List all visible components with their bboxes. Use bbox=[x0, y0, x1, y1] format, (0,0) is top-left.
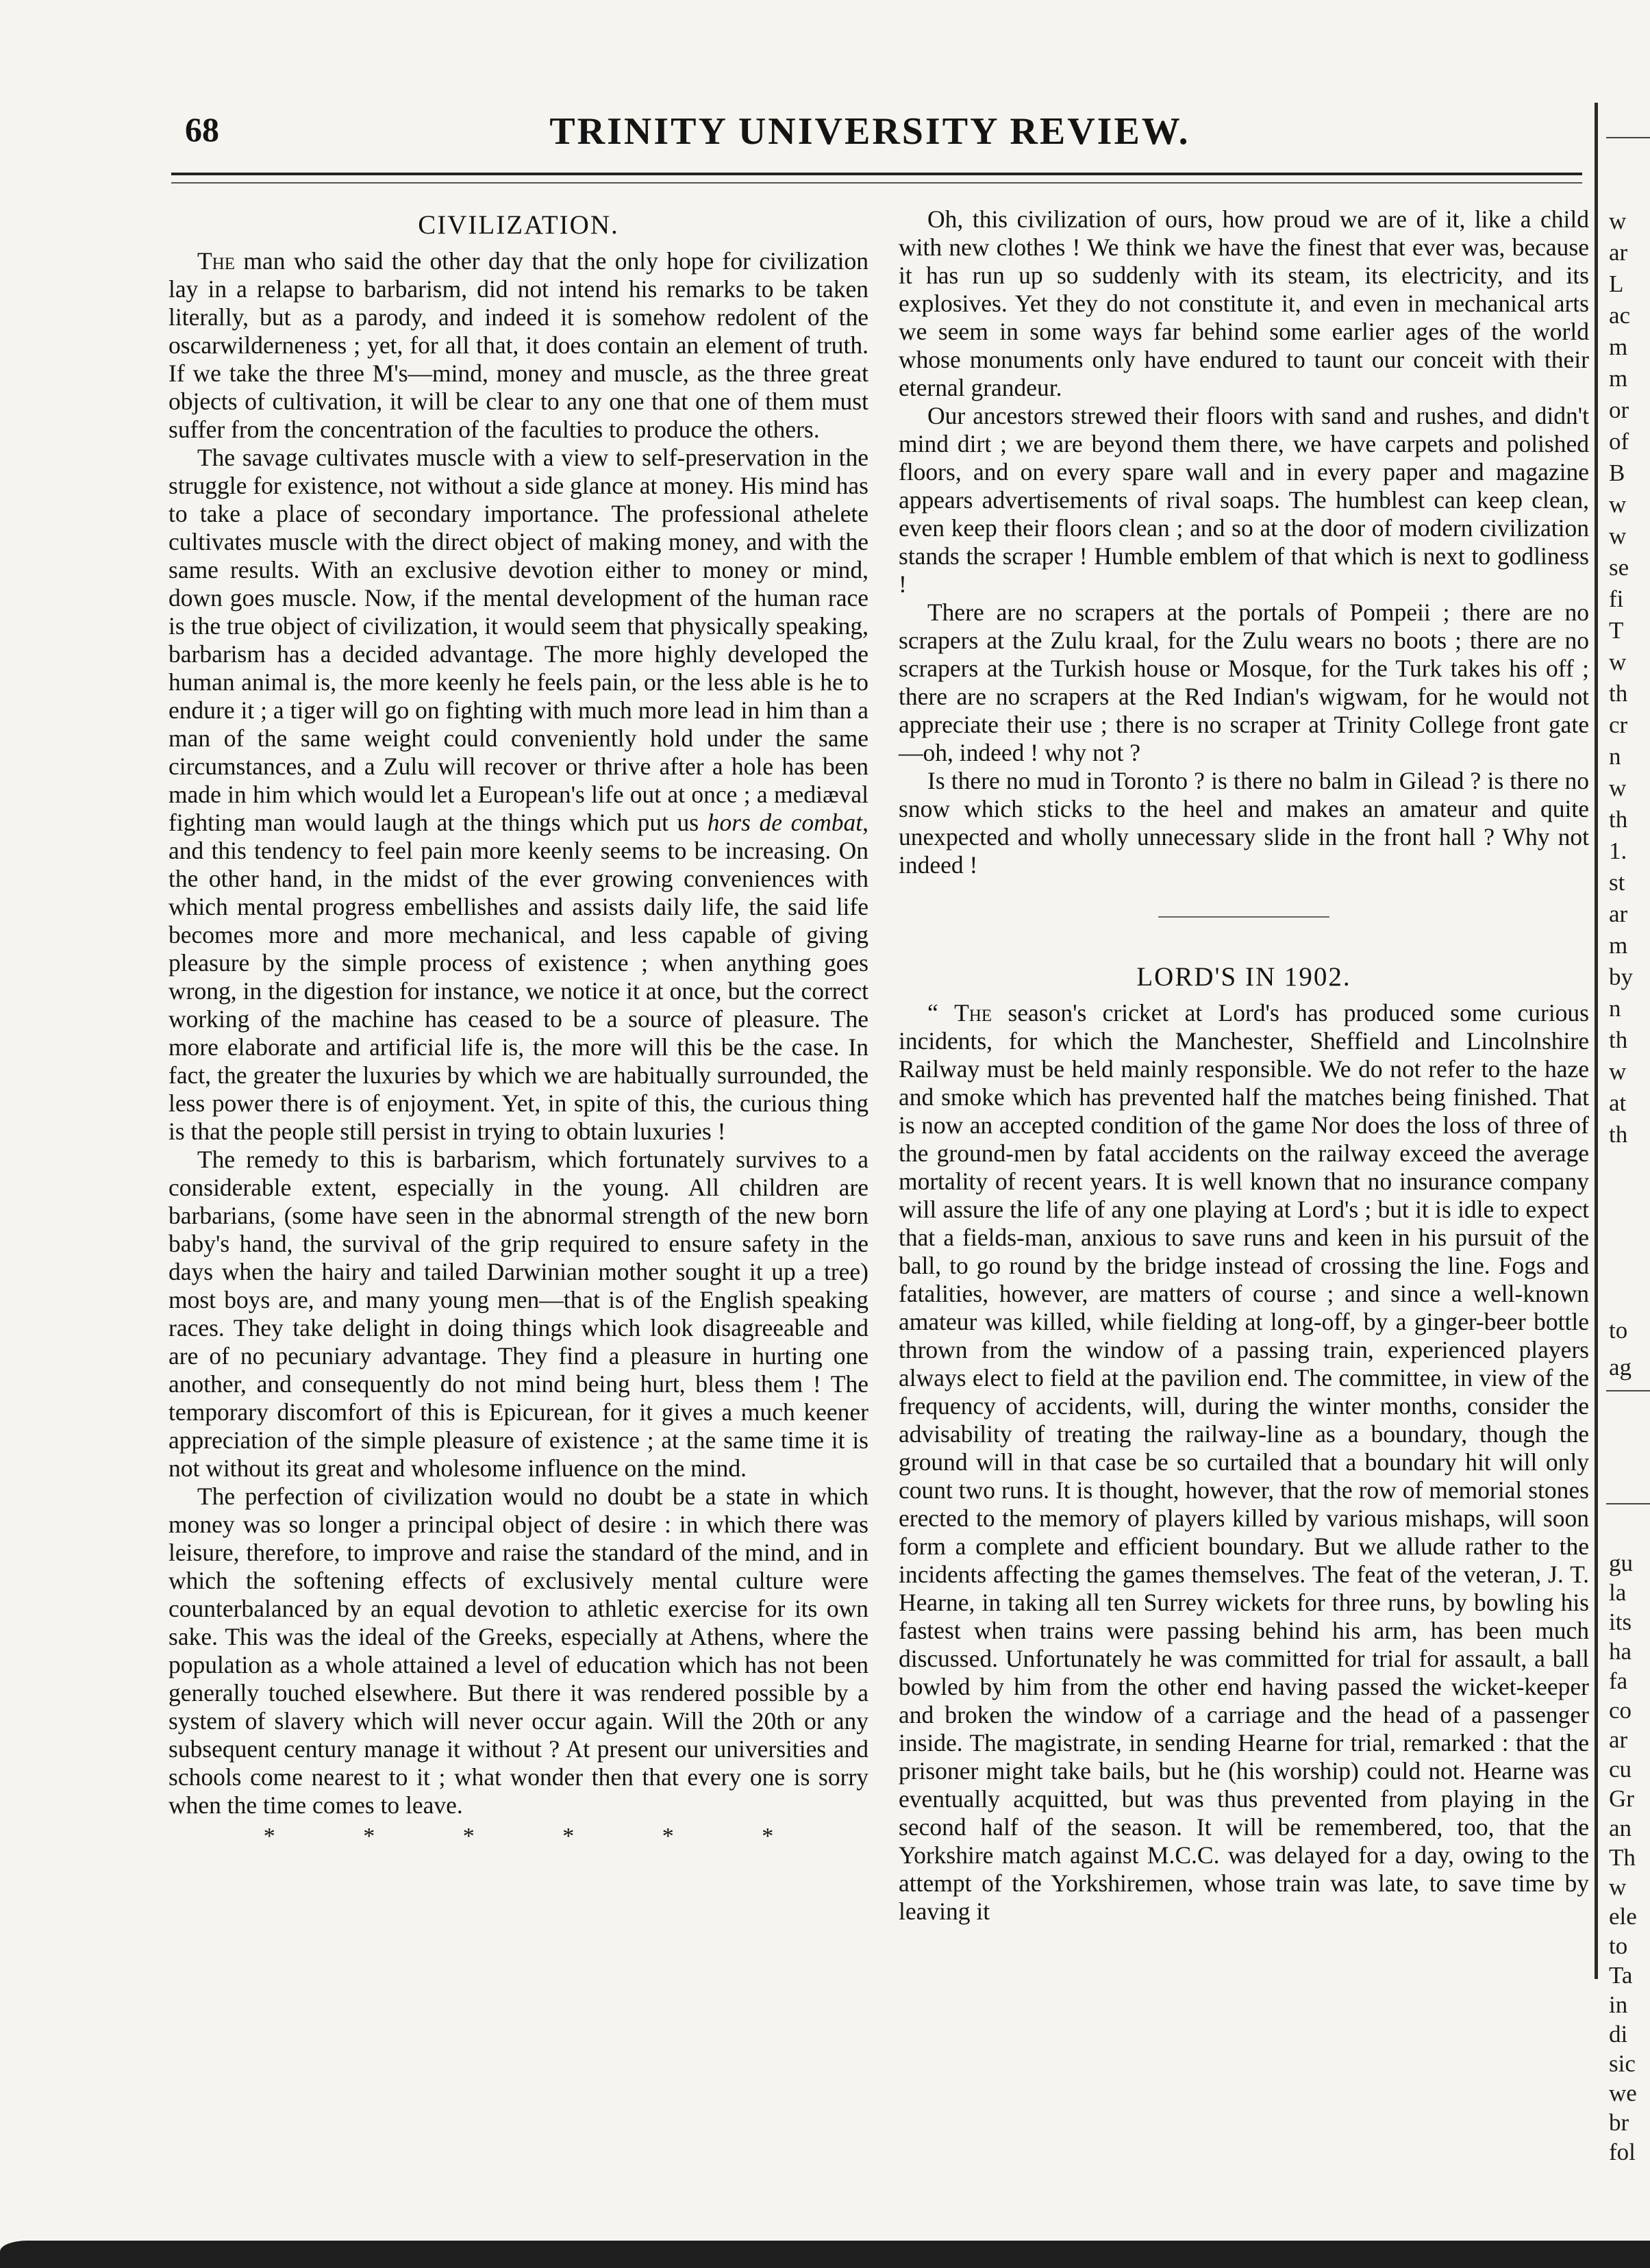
right-column bbox=[899, 205, 1589, 1926]
page-gutter-shadow bbox=[1595, 103, 1598, 1979]
adjacent-page-text: th bbox=[1609, 1026, 1628, 1053]
adjacent-page-text: w bbox=[1609, 522, 1627, 549]
adjacent-page-text: ar bbox=[1609, 900, 1628, 927]
adjacent-page-text: m bbox=[1609, 333, 1628, 360]
paragraph: The remedy to this is barbarism, which fortunately survives to a considerable extent, especially in the young. All children are barbarians, (some have seen in the abnormal strength of the new born baby's hand, the survival of the grip required to ensure safety in the days when the hairy and tailed Darwinian mother sought it up a tree) most boys are, and many young men—that is of the English speaking races. They take delight in doing things which look disagreeable and are of no pecuniary advantage. They find a pleasure in hurting one another, and consequently do not mind being hurt, bless them ! The temporary discomfort of this is Epicurean, for it gives a much keener appreciation of the simple pleasure of existence ; at the same time it is not without its great and wholesome influence on the mind. bbox=[168, 1146, 868, 1482]
adjacent-page-text: ar bbox=[1609, 239, 1628, 266]
adjacent-page-text: th bbox=[1609, 806, 1628, 833]
adjacent-page-text: br bbox=[1609, 2109, 1629, 2136]
open-quote: “ bbox=[927, 999, 955, 1026]
adjacent-page-text: fol bbox=[1609, 2139, 1636, 2165]
lead-word: The bbox=[197, 247, 236, 275]
adjacent-page-text: at bbox=[1609, 1089, 1627, 1116]
adjacent-page-text: st bbox=[1609, 869, 1625, 896]
adjacent-page-text: or bbox=[1609, 396, 1629, 423]
adjacent-page-text: to bbox=[1609, 1317, 1628, 1344]
section-divider bbox=[1158, 916, 1329, 918]
adjacent-page-text: m bbox=[1609, 365, 1628, 392]
paragraph bbox=[899, 999, 1589, 1926]
article-title-civilization: CIVILIZATION. bbox=[418, 210, 619, 240]
adjacent-page-fragment bbox=[1606, 0, 1650, 2268]
adjacent-page-text: ele bbox=[1609, 1903, 1637, 1930]
adjacent-page-text: w bbox=[1609, 491, 1627, 518]
paragraph-text: The savage cultivates muscle with a view to self-preservation in the struggle for existence, not without a side glance at money. His mind has to take a place of secondary importance. The professional athelete cultivates muscle with the direct object of making money, and with the same results. With an exclusive devotion either to money or mind, down goes muscle. Now, if the mental development of the human race is the true object of civilization, it would seem that physically speaking, barbarism has a decided advantage. The more highly developed the human animal is, the more keenly he feels pain, or the less able is he to endure it ; a tiger will go on fighting with much more lead in him than a man of the same weight could conveniently hold under the same circumstances, and a Zulu will recover or thrive after a hole has been made in him which would let a European's life out at once ; a mediæval fighting man would laugh at the things which put us bbox=[168, 444, 868, 836]
paragraph: There are no scrapers at the portals of Pompeii ; there are no scrapers at the Zulu kraal, for the Zulu wears no boots ; there are no scrapers at the Turkish house or Mosque, for the Turk takes his off ; there are no scrapers at the Red Indian's wigwam, for he would not appreciate their use ; there is no scraper at Trinity College front gate —oh, indeed ! why not ? bbox=[899, 598, 1589, 766]
adjacent-page-text: se bbox=[1609, 554, 1629, 581]
adjacent-page-text: ac bbox=[1609, 302, 1631, 329]
paragraph: Is there no mud in Toronto ? is there no balm in Gilead ? is there no snow which sticks to the heel and makes an amateur and quite unexpected and wholly unnecessary slide in the front hall ? Why not indeed ! bbox=[899, 767, 1589, 879]
adjacent-page-text: th bbox=[1609, 680, 1628, 707]
adjacent-page-text: Gr bbox=[1609, 1785, 1634, 1812]
paragraph: Oh, this civilization of ours, how proud we are of it, like a child with new clothes ! We think we have the finest that ever was, because it has run up so suddenly with its steam, its electricity, and its explosives. Yet they do not constitute it, and even in mechanical arts we seem in some ways far behind some earlier ages of the world whose monuments only have endured to taunt our conceit with their eternal grandeur. bbox=[899, 205, 1589, 401]
adjacent-page-text: B bbox=[1609, 459, 1625, 486]
adjacent-page-text: L bbox=[1609, 270, 1624, 297]
adjacent-page-text: n bbox=[1609, 995, 1621, 1022]
adjacent-page-rule bbox=[1606, 1503, 1650, 1504]
paragraph-text: , and this tendency to feel pain more keenly seems to be increasing. On the other hand, in the midst of the ever growing conveniences with which mental progress embellishes and assists daily life, the said life becomes more and more mechanical, and less capable of giving pleasure by the simple process of existence ; when anything goes wrong, in the digestion for instance, we notice it at once, but the correct working of the machine has ceased to be a source of pleasure. The more elaborate and artificial life is, the more will this be the case. In fact, the greater the luxuries by which we are habitually surrounded, the less power there is of enjoyment. Yet, in spite of this, the curious thing is that the people still persist in trying to obtain luxuries ! bbox=[168, 809, 868, 1145]
adjacent-page-text: fa bbox=[1609, 1667, 1628, 1694]
paragraph: Our ancestors strewed their floors with sand and rushes, and didn't mind dirt ; we are beyond them there, we have carpets and polished floors, and on every spare wall and in every paper and magazine appears advertisements of rival soaps. The humblest can keep clean, even keep their floors clean ; and so at the door of modern civilization stands the scraper ! Humble emblem of that which is next to godliness ! bbox=[899, 402, 1589, 598]
adjacent-page-text: Th bbox=[1609, 1844, 1636, 1871]
left-column bbox=[168, 205, 868, 1850]
adjacent-page-text: la bbox=[1609, 1579, 1627, 1606]
adjacent-page-text: di bbox=[1609, 2021, 1628, 2048]
adjacent-page-text: co bbox=[1609, 1697, 1632, 1724]
lead-word: The bbox=[954, 999, 992, 1026]
paragraph bbox=[168, 247, 868, 444]
adjacent-page-text: sic bbox=[1609, 2050, 1636, 2077]
adjacent-page-text: fi bbox=[1609, 585, 1624, 612]
italic-phrase: hors de combat bbox=[707, 809, 863, 836]
paragraph-text: man who said the other day that the only hope for civilization lay in a relapse to barbarism, did not intend his remarks to be taken literally, but as a parody, and indeed it is somehow redolent of the oscarwilderneness ; yet, for all that, it does contain an element of truth. If we take the three M's—mind, money and muscle, as the three great objects of cultivation, it will be clear to any one that one of them must suffer from the concentration of the faculties to produce the others. bbox=[168, 247, 868, 443]
adjacent-page-text: th bbox=[1609, 1121, 1628, 1148]
adjacent-page-text: cu bbox=[1609, 1756, 1632, 1782]
adjacent-page-text: by bbox=[1609, 963, 1633, 990]
paragraph-text: season's cricket at Lord's has produced some curious incidents, for which the Manchester, Sheffield and Lincolnshire Railway must be held mainly responsible. We do not refer to the haze and smoke which has prevented half the matches being finished. That is now an accepted condition of the game Nor does the loss of three of the ground-men by fatal accidents on the railway exceed the average mortality of recent years. It is well known that no insurance company will assure the life of any one playing at Lord's ; but it is idle to expect that a fields-man, anxious to save runs and keen in his pursuit of the ball, to go round by the bridge instead of crossing the line. Fogs and fatalities, however, are matters of course ; and since a well-known amateur was killed, while fielding at long-off, by a ginger-beer bottle thrown from the window of a passing train, experienced players always elect to field at the pavilion end. The committee, in view of the frequency of accidents, will, during the winter months, consider the advisability of treating the railway-line as a boundary, though the ground will in that case be so curtailed that a boundary hit will only count two runs. It is thought, however, that the row of memorial stones erected to the memory of players killed by various mishaps, will soon form a complete and efficient boundary. But we allude rather to the incidents affecting the games themselves. The feat of the veteran, J. T. Hearne, in taking all ten Surrey wickets for three runs, by bowling his fastest when trains were passing behind his arm, has been much discussed. Unfortunately he was committed for trial for assault, a ball bowled by him from the other end having passed the wicket-keeper and broken the window of a carriage and the head of a passenger inside. The magistrate, in sending Hearne for trial, remarked : that the prisoner might take bails, but he (his worship) could not. Hearne was eventually acquitted, but was thus prevented from playing in the second half of the season. It will be remembered, too, that the Yorkshire match against M.C.C. was delayed for a day, owing to the attempt of the Yorkshiremen, whose train was late, to save time by leaving it bbox=[899, 999, 1589, 1925]
page-number: 68 bbox=[185, 110, 219, 149]
adjacent-page-text: ha bbox=[1609, 1638, 1632, 1665]
adjacent-page-text: cr bbox=[1609, 711, 1628, 738]
adjacent-page-text: ag bbox=[1609, 1354, 1632, 1381]
section-break-asterisks: * * * * * * bbox=[263, 1824, 774, 1849]
header-rule bbox=[171, 173, 1582, 184]
adjacent-page-text: its bbox=[1609, 1609, 1632, 1635]
adjacent-page-text: in bbox=[1609, 1991, 1628, 2018]
adjacent-page-text: we bbox=[1609, 2080, 1637, 2106]
scan-edge bbox=[0, 2241, 1650, 2268]
adjacent-page-text: w bbox=[1609, 1874, 1627, 1900]
adjacent-page-rule bbox=[1606, 137, 1650, 138]
adjacent-page-text: m bbox=[1609, 932, 1628, 959]
adjacent-page-rule bbox=[1606, 1390, 1650, 1391]
adjacent-page-text: w bbox=[1609, 774, 1627, 801]
adjacent-page-text: to bbox=[1609, 1932, 1628, 1959]
adjacent-page-text: 1. bbox=[1609, 837, 1627, 864]
adjacent-page-text: Ta bbox=[1609, 1962, 1633, 1989]
adjacent-page-text: n bbox=[1609, 743, 1621, 770]
paragraph bbox=[168, 444, 868, 1146]
article-title-lords: LORD'S IN 1902. bbox=[1136, 962, 1351, 992]
adjacent-page-text: w bbox=[1609, 648, 1627, 675]
page-header bbox=[164, 110, 1575, 164]
adjacent-page-text: gu bbox=[1609, 1550, 1633, 1576]
adjacent-page-text: T bbox=[1609, 617, 1624, 644]
paragraph: The perfection of civilization would no doubt be a state in which money was so longer a principal object of desire : in which there was leisure, therefore, to improve and raise the standard of the mind, and in which the softening effects of exclusively mental culture were counterbalanced by an equal devotion to athletic exercise for its own sake. This was the ideal of the Greeks, especially at Athens, where the population as a whole attained a level of education which has not been generally touched elsewhere. But there it was rendered possible by a system of slavery which will never occur again. Will the 20th or any subsequent century manage it without ? At present our universities and schools come nearest to it ; what wonder then that every one is sorry when the time comes to leave. bbox=[168, 1483, 868, 1819]
adjacent-page-text: w bbox=[1609, 207, 1627, 234]
running-title: TRINITY UNIVERSITY REVIEW. bbox=[549, 110, 1190, 153]
adjacent-page-text: ar bbox=[1609, 1726, 1628, 1753]
adjacent-page-text: w bbox=[1609, 1058, 1627, 1085]
adjacent-page-text: an bbox=[1609, 1815, 1632, 1841]
adjacent-page-text: of bbox=[1609, 428, 1629, 455]
